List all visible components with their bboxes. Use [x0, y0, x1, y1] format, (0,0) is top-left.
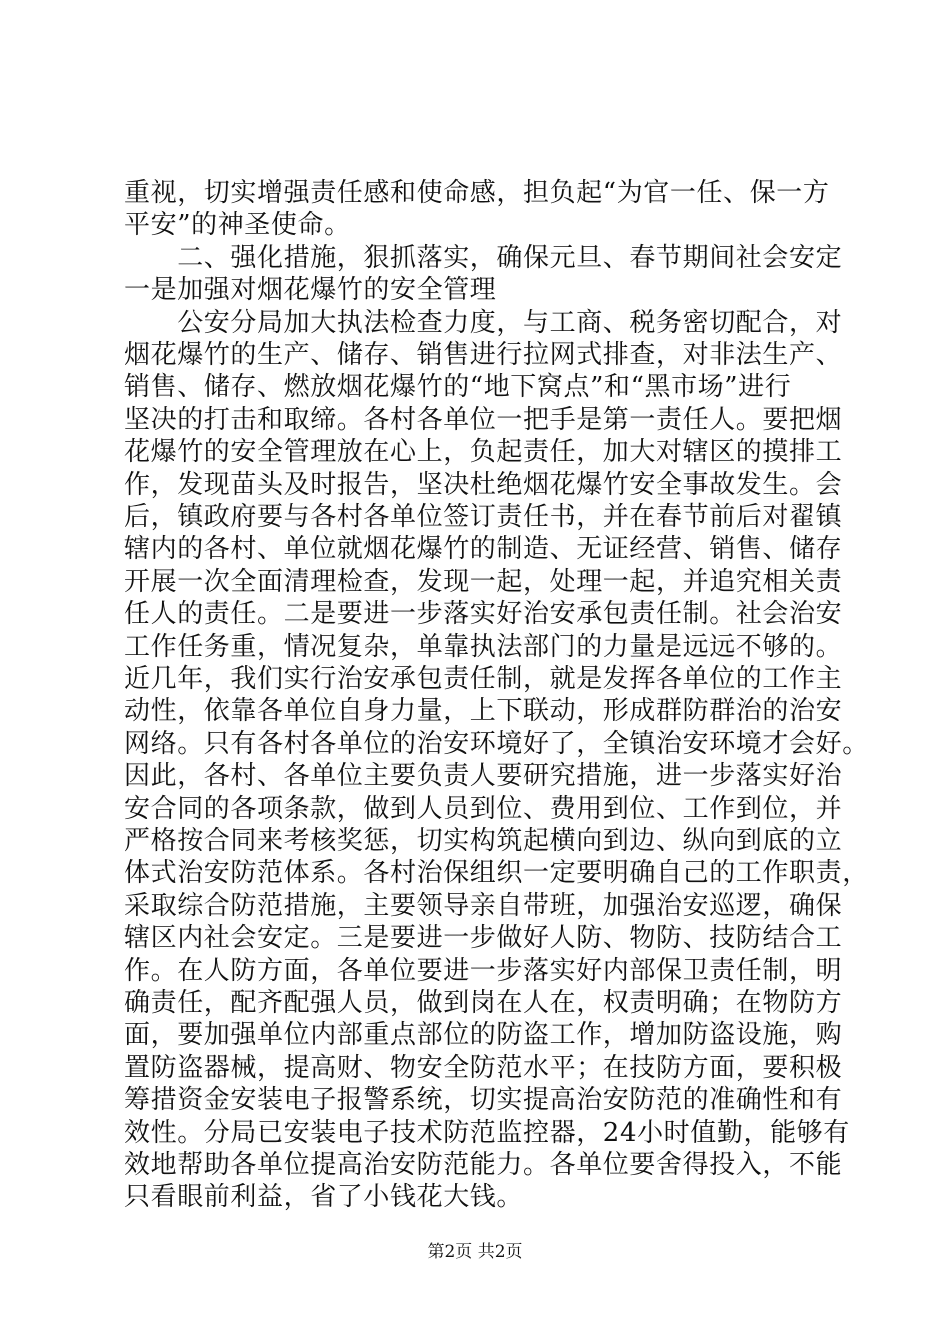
text-line: 销售、储存、燃放烟花爆竹的“地下窝点”和“黑市场”进行 — [124, 372, 792, 402]
text-line: 坚决的打击和取缔。各村各单位一把手是第一责任人。要把烟 — [124, 405, 843, 435]
text-line: 一是加强对烟花爆竹的安全管理 — [124, 275, 497, 305]
text-line: 严格按合同来考核奖惩，切实构筑起横向到边、纵向到底的立 — [124, 826, 843, 856]
text-line: 只看眼前利益，省了小钱花大钱。 — [124, 1182, 524, 1212]
text-line: 置防盗器械，提高财、物安全防范水平；在技防方面，要积极 — [124, 1053, 843, 1083]
text-line: 二、强化措施，狠抓落实，确保元旦、春节期间社会安定 — [124, 243, 843, 273]
text-line: 平安”的神圣使命。 — [124, 210, 351, 240]
text-line: 开展一次全面清理检查，发现一起，处理一起，并追究相关责 — [124, 567, 843, 597]
text-line: 因此，各村、各单位主要负责人要研究措施，进一步落实好治 — [124, 761, 843, 791]
text-line: 花爆竹的安全管理放在心上，负起责任，加大对辖区的摸排工 — [124, 437, 843, 467]
text-line: 效性。分局已安装电子技术防范监控器，24小时值勤，能够有 — [124, 1118, 850, 1148]
text-line: 重视，切实增强责任感和使命感，担负起“为官一任、保一方 — [124, 178, 830, 208]
page-number-footer: 第2页 共2页 — [427, 1242, 523, 1262]
text-line: 工作任务重，情况复杂，单靠执法部门的力量是远远不够的。 — [124, 632, 843, 662]
text-line: 辖区内社会安定。三是要进一步做好人防、物防、技防结合工 — [124, 923, 843, 953]
text-line: 动性，依靠各单位自身力量，上下联动，形成群防群治的治安 — [124, 696, 843, 726]
text-line: 体式治安防范体系。各村治保组织一定要明确自己的工作职责， — [124, 858, 869, 888]
text-line: 作。在人防方面，各单位要进一步落实好内部保卫责任制，明 — [124, 956, 843, 986]
text-line: 辖内的各村、单位就烟花爆竹的制造、无证经营、销售、储存 — [124, 534, 843, 564]
text-line: 网络。只有各村各单位的治安环境好了，全镇治安环境才会好。 — [124, 729, 869, 759]
text-line: 作，发现苗头及时报告，坚决杜绝烟花爆竹安全事故发生。会 — [124, 470, 843, 500]
text-line: 安合同的各项条款，做到人员到位、费用到位、工作到位，并 — [124, 794, 843, 824]
text-line: 采取综合防范措施，主要领导亲自带班，加强治安巡逻，确保 — [124, 891, 843, 921]
text-line: 效地帮助各单位提高治安防范能力。各单位要舍得投入，不能 — [124, 1150, 843, 1180]
text-line: 任人的责任。二是要进一步落实好治安承包责任制。社会治安 — [124, 599, 843, 629]
text-line: 烟花爆竹的生产、储存、销售进行拉网式排查，对非法生产、 — [124, 340, 843, 370]
text-line: 筹措资金安装电子报警系统，切实提高治安防范的准确性和有 — [124, 1085, 843, 1115]
text-line: 公安分局加大执法检查力度，与工商、税务密切配合，对 — [124, 308, 843, 338]
text-line: 确责任，配齐配强人员，做到岗在人在，权责明确；在物防方 — [124, 988, 843, 1018]
text-line: 面，要加强单位内部重点部位的防盗工作，增加防盗设施，购 — [124, 1020, 843, 1050]
text-line: 近几年，我们实行治安承包责任制，就是发挥各单位的工作主 — [124, 664, 843, 694]
text-line: 后，镇政府要与各村各单位签订责任书，并在春节前后对翟镇 — [124, 502, 843, 532]
